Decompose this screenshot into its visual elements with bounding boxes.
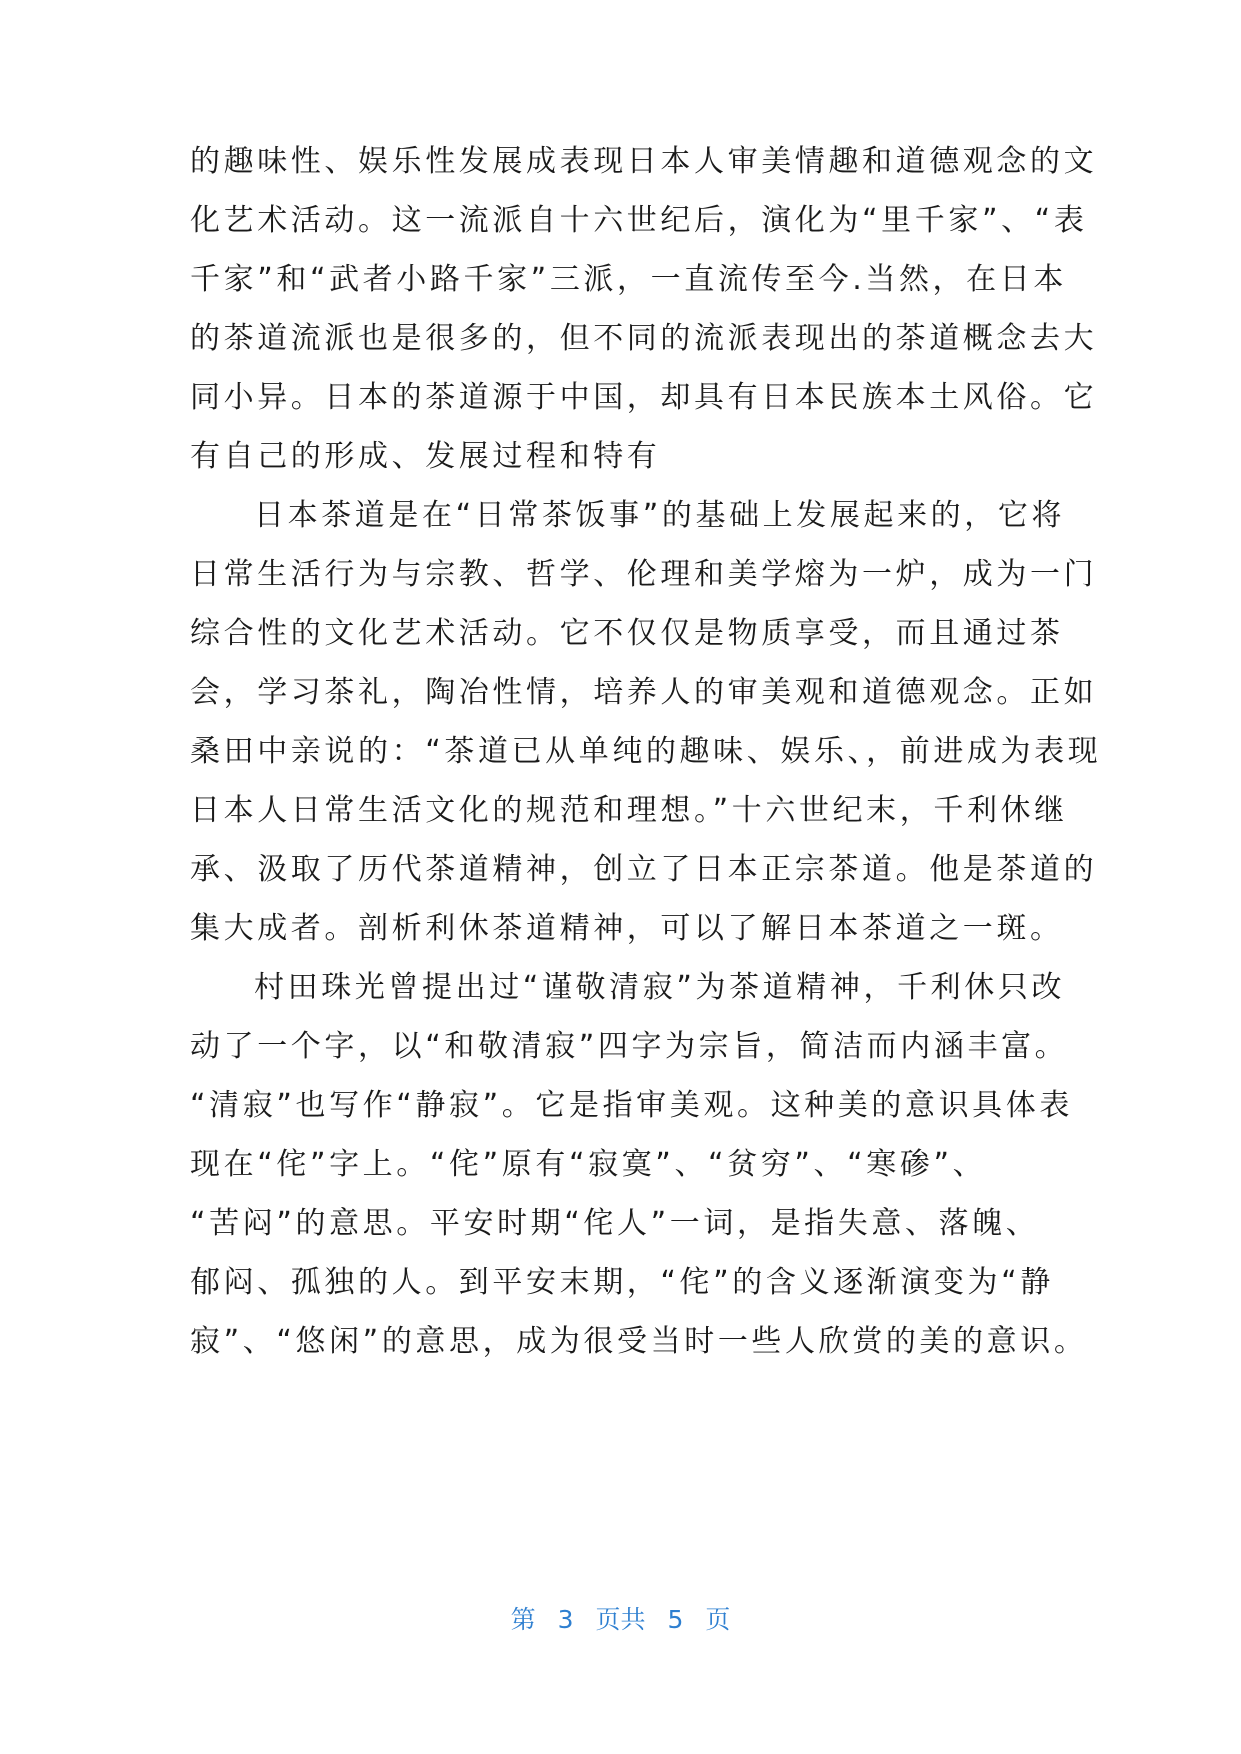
text-line: “清寂”也写作“静寂”。它是指审美观。这种美的意识具体表: [190, 1088, 1073, 1123]
text-line: 综合性的文化艺术活动。它不仅仅是物质享受，而且通过茶: [190, 616, 1064, 651]
page-footer: [0, 1604, 1241, 1636]
text-line: 桑田中亲说的：“茶道已从单纯的趣味、娱乐、，前进成为表现: [190, 734, 1102, 769]
text-line: 集大成者。剖析利休茶道精神，可以了解日本茶道之一斑。: [190, 911, 1064, 946]
text-line: 千家”和“武者小路千家”三派，一直流传至今.当然，在日本: [190, 262, 1067, 297]
text-line: 日常生活行为与宗教、哲学、伦理和美学熔为一炉，成为一门: [190, 557, 1098, 592]
text-line: 郁闷、孤独的人。到平安末期，“侘”的含义逐渐演变为“静: [190, 1265, 1054, 1300]
text-line: 动了一个字，以“和敬清寂”四字为宗旨，简洁而内涵丰富。: [190, 1029, 1069, 1064]
text-line: 的趣味性、娱乐性发展成表现日本人审美情趣和道德观念的文: [190, 144, 1098, 179]
text-line: 日本人日常生活文化的规范和理想。”十六世纪末，千利休继: [190, 793, 1068, 828]
text-line: 有自己的形成、发展过程和特有: [190, 439, 661, 474]
page-label-suffix: 页: [705, 1605, 731, 1634]
total-pages-number: 5: [667, 1605, 684, 1634]
paragraph-first-line: 日本茶道是在“日常茶饭事”的基础上发展起来的，它将: [254, 498, 1066, 533]
text-line: 现在“侘”字上。“侘”原有“寂寞”、“贫穷”、“寒碜”、: [190, 1147, 987, 1182]
text-line: 会，学习茶礼，陶冶性情，培养人的审美观和道德观念。正如: [190, 675, 1098, 710]
paragraph-first-line: 村田珠光曾提出过“谨敬清寂”为茶道精神，千利休只改: [254, 970, 1066, 1005]
page-label-prefix: 第: [510, 1605, 536, 1634]
text-line: 的茶道流派也是很多的，但不同的流派表现出的茶道概念去大: [190, 321, 1098, 356]
text-line: 同小异。日本的茶道源于中国，却具有日本民族本土风俗。它: [190, 380, 1098, 415]
text-line: 化艺术活动。这一流派自十六世纪后，演化为“里千家”、“表: [190, 203, 1088, 238]
text-line: 寂”、“悠闲”的意思，成为很受当时一些人欣赏的美的意识。: [190, 1324, 1088, 1359]
text-line: “苦闷”的意思。平安时期“侘人”一词，是指失意、落魄、: [190, 1206, 1040, 1241]
page-label-middle: 页共: [595, 1605, 646, 1634]
current-page-number: 3: [557, 1605, 574, 1634]
text-line: 承、汲取了历代茶道精神，创立了日本正宗茶道。他是茶道的: [190, 852, 1098, 887]
